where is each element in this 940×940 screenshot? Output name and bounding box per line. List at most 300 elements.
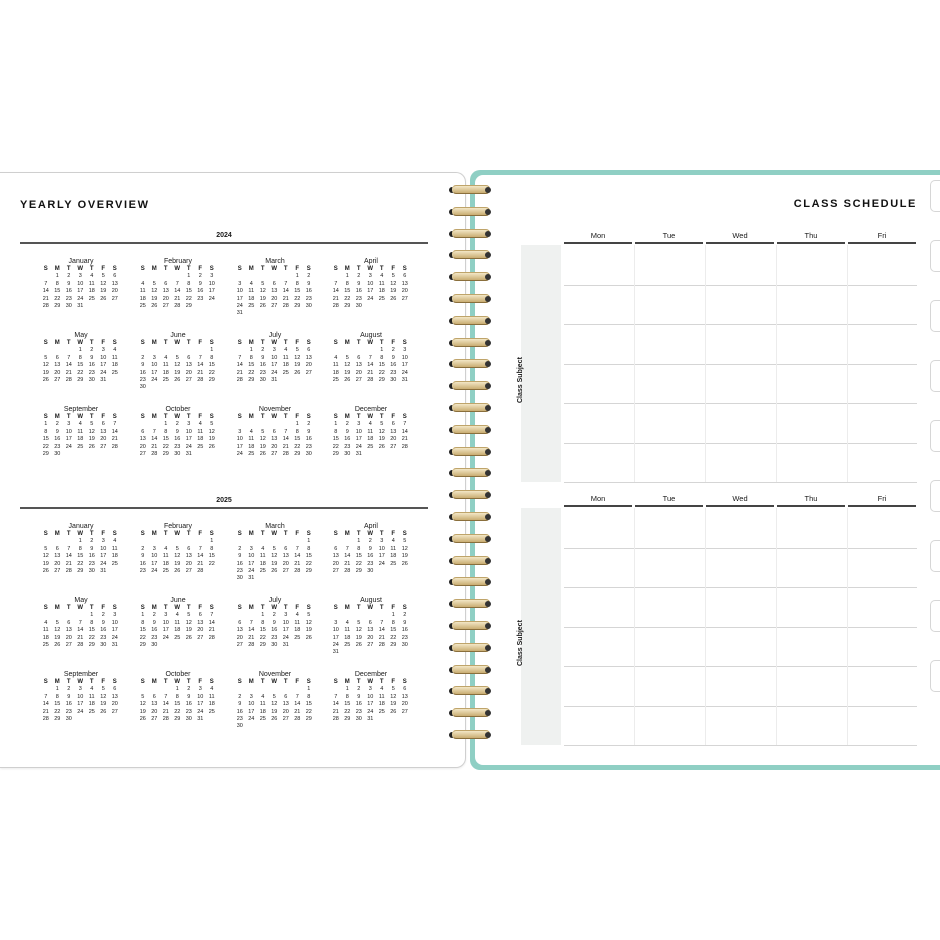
day-number: 25 (88, 295, 95, 302)
day-number: 22 (42, 443, 49, 450)
weekday-header: F (198, 340, 203, 346)
day-number: 24 (111, 634, 118, 641)
weekday-header: T (260, 414, 265, 420)
day-number: 12 (174, 362, 181, 369)
day-number: 20 (54, 369, 61, 376)
day-number: 8 (261, 619, 265, 626)
side-tab[interactable] (930, 360, 940, 392)
empty-cell (195, 347, 207, 354)
day-number: 3 (357, 421, 361, 428)
coil-ring (449, 708, 491, 718)
day-number: 18 (259, 708, 266, 715)
weekday-header: M (344, 266, 350, 272)
day-number: 23 (271, 634, 278, 641)
empty-cell (160, 273, 172, 280)
day-number: 21 (236, 369, 243, 376)
empty-cell (195, 538, 207, 545)
day-number: 15 (88, 627, 95, 634)
day-number: 9 (238, 701, 242, 708)
day-number: 18 (77, 436, 84, 443)
day-number: 19 (378, 436, 385, 443)
day-number: 30 (236, 723, 243, 730)
day-number: 25 (174, 634, 181, 641)
day-number: 23 (139, 376, 146, 383)
day-number: 16 (355, 701, 362, 708)
month-calendar (137, 266, 219, 310)
day-number: 4 (210, 686, 214, 693)
day-number: 26 (390, 708, 397, 715)
side-tabs (930, 180, 940, 750)
day-number: 26 (259, 302, 266, 309)
day-number: 2 (152, 612, 156, 619)
day-number: 27 (139, 450, 146, 457)
day-number: 4 (368, 421, 372, 428)
day-number: 7 (210, 612, 214, 619)
day-number: 8 (334, 428, 338, 435)
day-number: 15 (162, 436, 169, 443)
empty-cell (52, 612, 64, 619)
coil-hole (485, 274, 491, 280)
day-number: 14 (174, 288, 181, 295)
day-rule (635, 505, 703, 507)
day-number: 9 (403, 619, 407, 626)
day-number: 14 (282, 288, 289, 295)
weekday-header: W (174, 414, 181, 420)
empty-cell (246, 273, 258, 280)
day-number: 11 (111, 545, 118, 552)
day-number: 21 (332, 295, 339, 302)
day-number: 29 (248, 376, 255, 383)
day-number: 14 (294, 553, 301, 560)
day-number: 2 (403, 612, 407, 619)
day-number: 22 (355, 560, 362, 567)
empty-cell (172, 538, 184, 545)
day-number: 18 (248, 295, 255, 302)
day-number: 23 (355, 295, 362, 302)
weekday-header: T (379, 531, 384, 537)
day-number: 26 (42, 376, 49, 383)
weekday-header: M (54, 679, 60, 685)
day-number: 20 (282, 560, 289, 567)
day-number: 18 (390, 553, 397, 560)
day-number: 1 (357, 538, 361, 545)
day-number: 6 (55, 354, 59, 361)
day-number: 21 (294, 560, 301, 567)
day-number: 24 (236, 302, 243, 309)
day-number: 21 (208, 627, 215, 634)
side-tab[interactable] (930, 180, 940, 212)
day-number: 13 (367, 627, 374, 634)
day-number: 24 (77, 295, 84, 302)
day-number: 26 (139, 715, 146, 722)
month-calendar (40, 340, 122, 384)
day-number: 10 (332, 627, 339, 634)
day-number: 3 (272, 347, 276, 354)
side-tab[interactable] (930, 540, 940, 572)
schedule-column-divider (634, 245, 635, 482)
weekday-header: F (198, 605, 203, 611)
empty-cell (63, 538, 75, 545)
day-number: 18 (248, 443, 255, 450)
day-number: 16 (88, 553, 95, 560)
month-calendar (137, 414, 219, 458)
schedule-column-divider (705, 508, 706, 745)
day-number: 30 (367, 567, 374, 574)
month-may (40, 596, 122, 649)
day-number: 21 (367, 369, 374, 376)
day-number: 11 (248, 288, 255, 295)
day-number: 4 (391, 538, 395, 545)
day-number: 30 (236, 575, 243, 582)
day-number: 5 (55, 619, 59, 626)
day-number: 13 (271, 288, 278, 295)
month-july (234, 331, 316, 384)
weekday-header: S (237, 605, 242, 611)
day-number: 9 (345, 428, 349, 435)
day-number: 24 (367, 295, 374, 302)
day-number: 12 (88, 428, 95, 435)
month-name: May (74, 597, 88, 604)
day-number: 24 (236, 450, 243, 457)
weekday-header: T (163, 266, 168, 272)
day-number: 22 (305, 560, 312, 567)
day-number: 19 (390, 701, 397, 708)
weekday-header: W (271, 414, 278, 420)
day-number: 29 (54, 715, 61, 722)
day-number: 14 (162, 701, 169, 708)
day-number: 26 (271, 715, 278, 722)
weekday-header: S (209, 605, 214, 611)
day-number: 25 (162, 376, 169, 383)
day-number: 7 (238, 354, 242, 361)
day-number: 14 (65, 362, 72, 369)
side-tab[interactable] (930, 660, 940, 692)
day-number: 8 (78, 354, 82, 361)
coil-hole (485, 688, 491, 694)
day-number: 14 (236, 362, 243, 369)
day-number: 2 (141, 545, 145, 552)
empty-cell (376, 612, 388, 619)
day-number: 23 (151, 634, 158, 641)
day-number: 26 (344, 376, 351, 383)
weekday-header: M (151, 605, 157, 611)
month-name: December (354, 671, 388, 678)
day-number: 13 (282, 701, 289, 708)
day-number: 27 (367, 641, 374, 648)
coil-ring (449, 425, 491, 435)
day-number: 22 (208, 369, 215, 376)
day-number: 27 (54, 376, 61, 383)
month-calendar (234, 605, 316, 649)
empty-cell (40, 273, 52, 280)
day-number: 4 (249, 428, 253, 435)
weekday-header: W (367, 414, 374, 420)
month-calendar (137, 340, 219, 392)
day-number: 25 (367, 443, 374, 450)
day-number: 9 (272, 619, 276, 626)
year-label: 2025 (216, 497, 232, 504)
weekday-header: T (186, 340, 191, 346)
day-number: 31 (367, 715, 374, 722)
weekday-header: M (344, 414, 350, 420)
day-number: 25 (88, 708, 95, 715)
day-number: 31 (271, 376, 278, 383)
side-tab[interactable] (930, 420, 940, 452)
day-number: 22 (185, 295, 192, 302)
day-number: 23 (236, 715, 243, 722)
day-number: 5 (175, 545, 179, 552)
side-tab[interactable] (930, 300, 940, 332)
day-number: 1 (164, 421, 168, 428)
day-number: 11 (88, 693, 95, 700)
day-number: 26 (390, 295, 397, 302)
day-number: 17 (367, 288, 374, 295)
day-number: 20 (390, 436, 397, 443)
day-number: 7 (198, 354, 202, 361)
day-number: 31 (282, 641, 289, 648)
side-tab[interactable] (930, 480, 940, 512)
subject-column[interactable] (517, 508, 561, 745)
weekday-header: W (271, 340, 278, 346)
day-number: 21 (162, 708, 169, 715)
day-number: 4 (44, 619, 48, 626)
empty-cell (269, 421, 281, 428)
year-block-2025 (20, 496, 428, 730)
day-number: 6 (272, 428, 276, 435)
day-number: 27 (100, 443, 107, 450)
day-number: 19 (271, 708, 278, 715)
day-number: 25 (282, 369, 289, 376)
day-number: 3 (152, 545, 156, 552)
day-number: 26 (271, 567, 278, 574)
schedule-row-line (564, 324, 917, 325)
day-number: 25 (139, 302, 146, 309)
day-number: 22 (208, 560, 215, 567)
day-number: 8 (164, 428, 168, 435)
coil-hole (485, 361, 491, 367)
day-number: 25 (208, 708, 215, 715)
day-number: 13 (54, 362, 61, 369)
weekday-header: S (209, 531, 214, 537)
weekday-header: T (379, 605, 384, 611)
day-number: 24 (100, 369, 107, 376)
empty-cell (330, 686, 342, 693)
day-number: 31 (248, 575, 255, 582)
day-number: 29 (42, 450, 49, 457)
day-number: 19 (344, 369, 351, 376)
weekday-header: S (209, 679, 214, 685)
day-number: 26 (378, 443, 385, 450)
day-number: 17 (151, 560, 158, 567)
coil-hole (485, 383, 491, 389)
empty-cell (160, 538, 172, 545)
day-number: 7 (284, 280, 288, 287)
month-name: June (170, 597, 186, 604)
month-calendar (137, 679, 219, 723)
day-number: 6 (403, 273, 407, 280)
day-number: 27 (401, 708, 408, 715)
day-number: 30 (88, 567, 95, 574)
empty-cell (246, 421, 258, 428)
day-number: 14 (77, 627, 84, 634)
day-number: 2 (345, 421, 349, 428)
weekday-header: S (140, 679, 145, 685)
day-number: 3 (210, 273, 214, 280)
coil-hole (485, 492, 491, 498)
weekday-header: S (402, 531, 407, 537)
day-number: 30 (174, 450, 181, 457)
day-number: 28 (151, 450, 158, 457)
day-number: 6 (113, 686, 117, 693)
day-number: 3 (198, 686, 202, 693)
day-number: 22 (390, 634, 397, 641)
coil-ring (449, 490, 491, 500)
day-number: 25 (294, 634, 301, 641)
day-number: 10 (151, 553, 158, 560)
weekday-header: S (306, 414, 311, 420)
day-number: 9 (357, 280, 361, 287)
day-number: 29 (77, 567, 84, 574)
day-number: 7 (295, 545, 299, 552)
side-tab[interactable] (930, 240, 940, 272)
month-calendar (40, 679, 122, 723)
weekday-header: W (174, 531, 181, 537)
empty-cell (342, 538, 354, 545)
day-number: 24 (248, 567, 255, 574)
day-number: 1 (90, 612, 94, 619)
coil-hole (485, 296, 491, 302)
empty-cell (137, 421, 149, 428)
subject-column[interactable] (517, 245, 561, 482)
coil-ring (449, 447, 491, 457)
weekday-header: W (271, 531, 278, 537)
day-number: 20 (139, 443, 146, 450)
day-number: 23 (259, 369, 266, 376)
day-number: 17 (208, 288, 215, 295)
day-number: 13 (271, 436, 278, 443)
coil-hole (485, 732, 491, 738)
day-number: 14 (282, 436, 289, 443)
day-number: 23 (344, 443, 351, 450)
day-number: 13 (162, 288, 169, 295)
day-number: 8 (210, 545, 214, 552)
month-name: April (363, 258, 378, 265)
day-thu: Thu (804, 231, 818, 240)
day-number: 26 (294, 369, 301, 376)
coil-hole (485, 710, 491, 716)
day-number: 15 (390, 627, 397, 634)
coil-ring (449, 512, 491, 522)
day-number: 30 (259, 376, 266, 383)
day-number: 22 (294, 295, 301, 302)
day-number: 22 (378, 369, 385, 376)
schedule-column-divider (776, 508, 777, 745)
day-number: 8 (307, 545, 311, 552)
day-number: 8 (295, 428, 299, 435)
day-number: 10 (236, 288, 243, 295)
day-number: 17 (100, 362, 107, 369)
empty-cell (330, 273, 342, 280)
day-number: 19 (259, 443, 266, 450)
day-number: 4 (295, 612, 299, 619)
day-thu: Thu (804, 494, 818, 503)
day-number: 15 (344, 701, 351, 708)
weekday-header: T (356, 340, 361, 346)
empty-cell (234, 612, 246, 619)
day-number: 25 (111, 560, 118, 567)
day-number: 24 (378, 560, 385, 567)
day-number: 30 (271, 641, 278, 648)
coil-ring (449, 250, 491, 260)
weekday-header: F (391, 266, 396, 272)
day-number: 10 (355, 428, 362, 435)
day-number: 29 (185, 302, 192, 309)
day-number: 1 (307, 686, 311, 693)
day-tue: Tue (662, 494, 676, 503)
day-number: 30 (390, 376, 397, 383)
coil-ring (449, 534, 491, 544)
day-tue: Tue (662, 231, 676, 240)
day-number: 10 (100, 545, 107, 552)
weekday-header: T (379, 679, 384, 685)
day-number: 1 (261, 612, 265, 619)
empty-cell (149, 538, 161, 545)
day-number: 25 (344, 641, 351, 648)
day-number: 23 (401, 634, 408, 641)
day-number: 17 (355, 436, 362, 443)
coil-hole (485, 187, 491, 193)
day-number: 29 (139, 641, 146, 648)
schedule-row-line (564, 627, 917, 628)
day-number: 10 (111, 619, 118, 626)
empty-cell (280, 421, 292, 428)
weekday-header: S (306, 679, 311, 685)
coil-ring (449, 643, 491, 653)
schedule-column-divider (705, 245, 706, 482)
day-number: 26 (174, 376, 181, 383)
day-number: 18 (378, 288, 385, 295)
day-number: 10 (151, 362, 158, 369)
day-number: 20 (305, 362, 312, 369)
weekday-header: S (209, 340, 214, 346)
day-number: 19 (259, 295, 266, 302)
day-number: 3 (284, 612, 288, 619)
day-number: 13 (305, 354, 312, 361)
weekday-header: S (112, 531, 117, 537)
day-number: 2 (67, 686, 71, 693)
day-number: 20 (355, 369, 362, 376)
day-number: 26 (151, 302, 158, 309)
day-number: 6 (187, 354, 191, 361)
weekday-header: T (260, 266, 265, 272)
weekday-header: T (356, 414, 361, 420)
day-number: 9 (307, 428, 311, 435)
day-number: 19 (401, 553, 408, 560)
empty-cell (63, 347, 75, 354)
day-number: 28 (208, 634, 215, 641)
side-tab[interactable] (930, 600, 940, 632)
weekday-header: S (333, 414, 338, 420)
day-number: 12 (259, 436, 266, 443)
day-number: 20 (271, 443, 278, 450)
empty-cell (40, 612, 52, 619)
day-number: 17 (197, 701, 204, 708)
day-number: 13 (355, 362, 362, 369)
day-number: 16 (236, 708, 243, 715)
day-number: 1 (175, 686, 179, 693)
day-number: 16 (236, 560, 243, 567)
day-fri: Fri (877, 494, 887, 503)
